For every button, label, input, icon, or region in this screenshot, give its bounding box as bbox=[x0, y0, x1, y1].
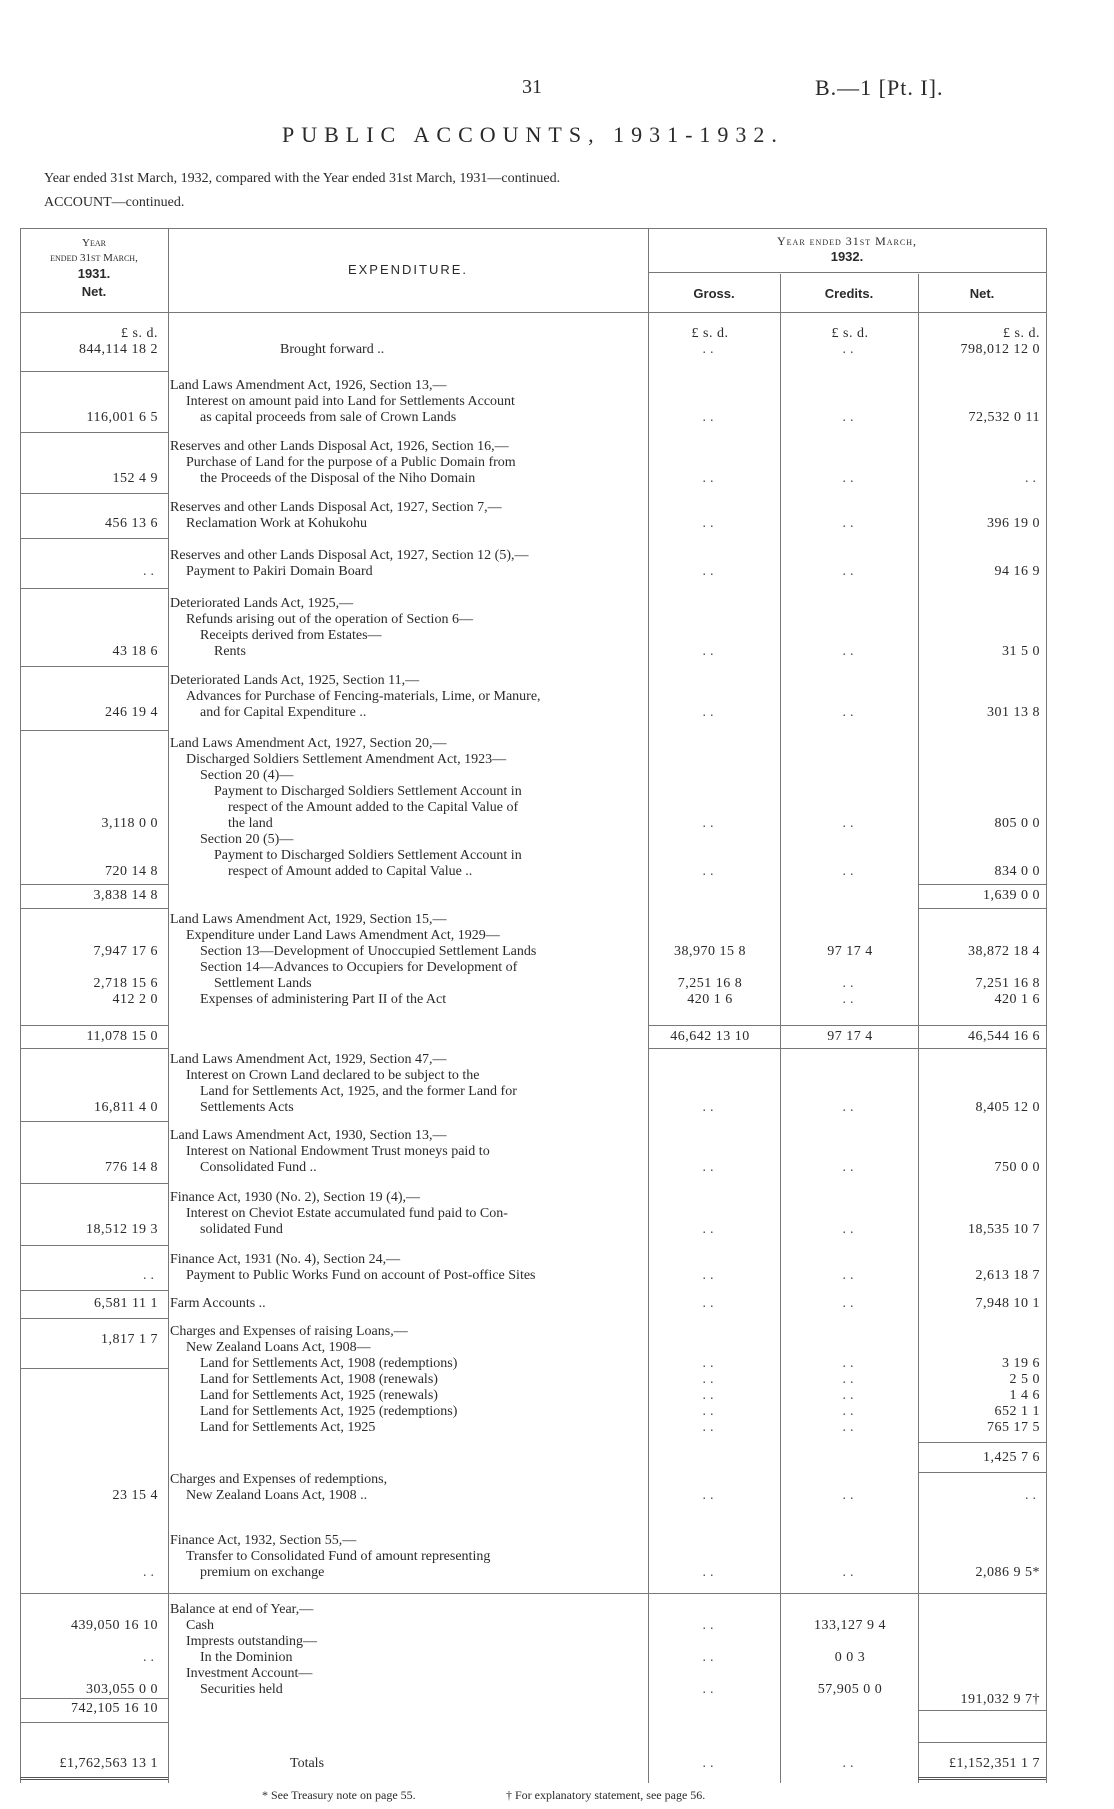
header-expenditure: EXPENDITURE. bbox=[347, 262, 469, 277]
header-gross: Gross. bbox=[693, 286, 735, 301]
header-credits: Credits. bbox=[824, 286, 874, 301]
units-gross: £ s. d. bbox=[691, 326, 729, 341]
document-title: PUBLIC ACCOUNTS, 1931-1932. bbox=[282, 122, 784, 147]
header-year-ended: Year ended 31st March, bbox=[50, 237, 138, 264]
header-year-1931: 1931. bbox=[77, 266, 111, 281]
page-number: 31 bbox=[522, 76, 542, 98]
header-net-1932: Net. bbox=[969, 286, 995, 301]
header-net-1931: Net. bbox=[81, 284, 107, 299]
header-year-1932: 1932. bbox=[830, 249, 864, 264]
header-year-ended-1932: Year ended 31st March, bbox=[776, 234, 917, 248]
units-credits: £ s. d. bbox=[831, 326, 869, 341]
account-label: ACCOUNT—continued. bbox=[44, 195, 185, 210]
accounts-table: Year ended 31st March, 1931. Net. EXPENDITURE. Year ended 31st March, 1932. Gross. Credits. Net. £ s. d. £ s. d. £ s. d. £ s. d. 844,114 18 2 Brought forward .. .. .. 798,012 12 0 Land Laws Amendment Act, 1926, Section 13,— Interest on amount paid into Land for Settlements Account as capital proceeds from sale of Crown Lands 116,001 6 5 .. .. 72,532 0 11 Reserves and other Lands Disposal Act, 1926, Section 16,— Purchase of Land for the purpose of a Public Domain from the Proceeds of the Disposal of the Niho Domain 152 4 9 .. .. .. Reserves and other Lands Disposal Act, 1927, Section 7,— Reclamation Work at Kohukohu 456 13 6 .. .. 396 19 0 Reserves and other Lands Disposal Act, 1927, Section 12 (5),— Payment to Pakiri Domain Board .. .. .. 94 16 9 Deteriorated Lands Act, 1925,— Refunds arising out of the operation of Section 6— Receipts derived from Estates— Rents 43 18 6 .. .. 31 5 0 Deteriorated Lands Act, 1925, Section 11,— Advances for Purchase of Fencing-materials, Lime, or Manure, and for Capital Expenditure .. 246 19 4 .. .. 301 13 8 Land Laws Amendment Act, 1927, Section 20,— Discharged Soldiers Settlement Amendment Act, 1923— Section 20 (4)— Payment to Discharged Soldiers Settlement Account in respect of the Amount added to the Capital Value of the land 3,118 0 0 .. .. 805 0 0 Section 20 (5)— Payment to Discharged Soldiers Settlement Account in respect of Amount added to Capital Value .. 720 14 8 .. .. 834 0 0 3,838 14 8 1,639 0 0 Land Laws Amendment Act, 1929, Section 15,— Expenditure under Land Laws Amendment Act, 1929— Section 13—Development of Unoccupied Settlement Lands Section 14—Advances to Occupiers for Development of Settlement Lands Expenses of administering Part II of the Act 7,947 17 6 38,970 15 8 97 17 4 38,872 18 4 2,718 15 6 7,251 16 8 .. 7,251 16 8 412 2 0 420 1 6 .. 420 1 6 11,078 15 0 46,642 13 10 97 17 4 46,544 16 6 Land Laws Amendment Act, 1929, Section 47,— Interest on Crown Land declared to be subject to the Land for Settlements Act, 1925, and the former Land for Settlements Acts 16,811 4 0 .. .. 8,405 12 0 Land Laws Amendment Act, 1930, Section 13,— Interest on National Endowment Trust moneys paid to Consolidated Fund .. 776 14 8 .. .. 750 0 0 Finance Act, 1930 (No. 2), Section 19 (4),— Interest on Cheviot Estate accumulated fund paid to Con- solidated Fund 18,512 19 3 .. .. 18,535 10 7 Finance Act, 1931 (No. 4), Section 24,— Payment to Public Works Fund on account of Post-office Sites .. .. .. 2,613 18 7 6,581 11 1 Farm Accounts .. .. .. 7,948 10 1 Charges and Expenses of raising Loans,— New Zealand Loans Act, 1908— Land for Settlements Act, 1908 (redemptions) Land for Settlements Act, 1908 (renewals) Land for Settlements Act, 1925 (renewals) Land for Settlements Act, 1925 (redemptions) Land for Settlements Act, 1925 1,817 1 7 .. .. 3 19 6 .. .. 2 5 0 .. .. 1 4 6 .. .. 652 1 1 .. .. 765 17 5 1,425 7 6 Charges and Expenses of redemptions, New Zealand Loans Act, 1908 .. 23 15 4 .. .. .. Finance Act, 1932, Section 55,— Transfer to Consolidated Fund of amount representing premium on exchange .. .. .. 2,086 9 5* Balance at end of Year,— Cash Imprests outstanding— In the Dominion Investment Account— Securities held 439,050 16 10 .. 133,127 9 4 .. .. 0 0 3 303,055 0 0 .. 57,905 0 0 191,032 9 7† 742,105 16 10 £1,762,563 13 1 Totals .. .. £1,152,351 1 7 bbox=[20, 228, 1046, 1783]
footnote-explanatory: † For explanatory statement, see page 56. bbox=[506, 1788, 706, 1802]
document-subtitle: Year ended 31st March, 1932, compared with the Year ended 31st March, 1931—continued. bbox=[44, 171, 561, 186]
page-reference: B.—1 [Pt. I]. bbox=[815, 75, 944, 100]
units-net-1931: £ s. d. bbox=[121, 326, 158, 341]
footnote-treasury: * See Treasury note on page 55. bbox=[262, 1788, 416, 1802]
units-net-1932: £ s. d. bbox=[1003, 326, 1040, 341]
